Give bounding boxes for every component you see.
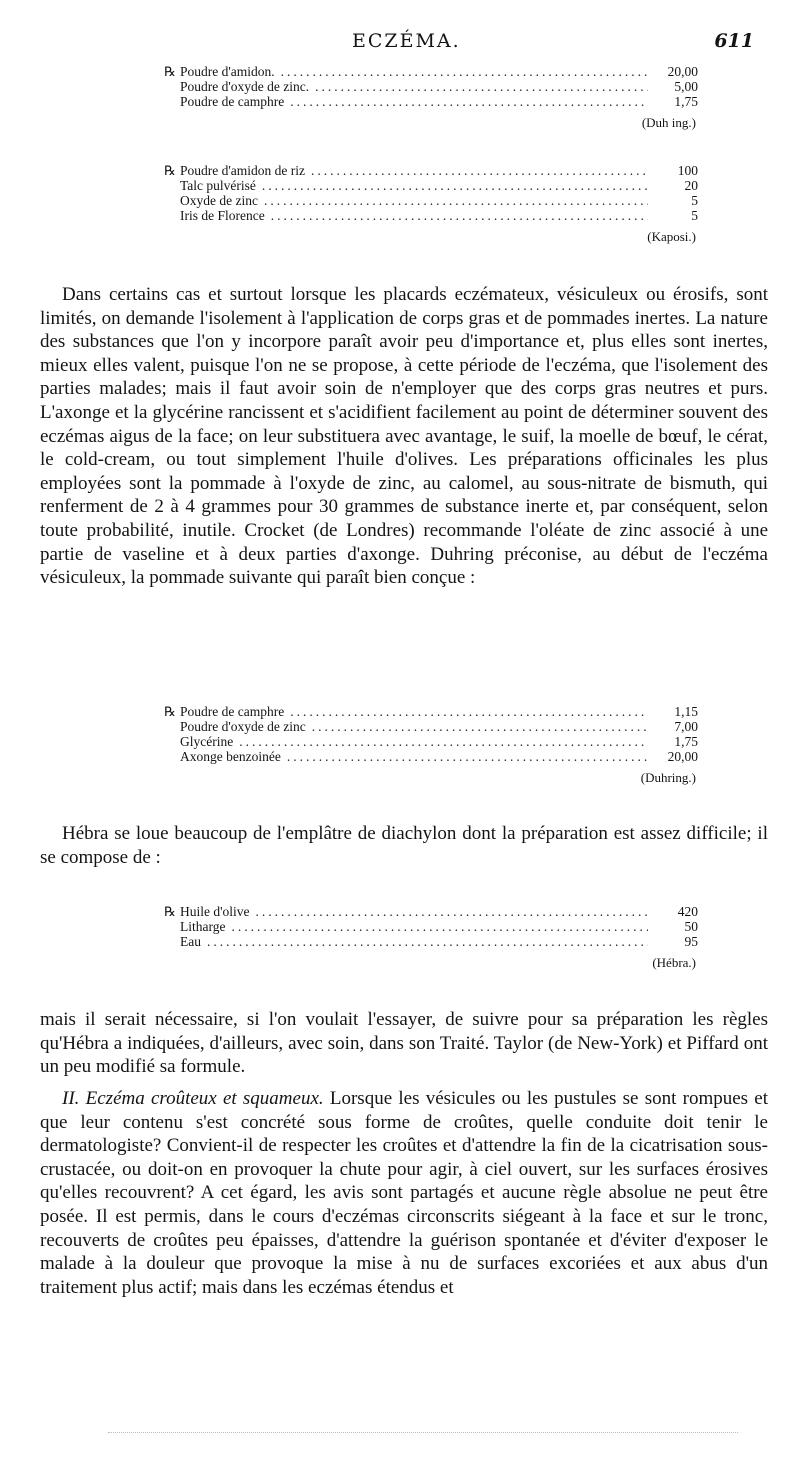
body-paragraph: Hébra se loue beaucoup de l'emplâtre de diachylon dont la préparation est assez difficile; il se compose de :: [40, 823, 768, 868]
leader-dots: [312, 719, 648, 734]
ingredient-quantity: 20: [684, 178, 698, 193]
ingredient-quantity: 7,00: [674, 719, 698, 734]
formula-row: [160, 64, 698, 79]
recipe-mark-icon: ℞: [164, 704, 176, 719]
formula-kaposi-powder: [160, 163, 698, 245]
section-body: Lorsque les vésicules ou les pustules se sont rompues et que leur contenu s'est concrété sous forme de croûtes, quelle conduite doit tenir le dermatologiste? Convient-il de respecter les croûtes et d'attendre la fin de la cicatrisation sous-crustacée, ou doit-on en provoquer la chute pour agir, à ciel ouvert, sur les surfaces érosives qu'elles recouvrent? A cet égard, les avis sont partagés et aucune règle absolue ne peut être posée. Il est permis, dans le cours d'eczémas circonscrits siégeant à la face et sur le tronc, recouverts de croûtes peu épaisses, d'attendre la guérison spontanée et d'éviter d'exposer le malade à la douleur que provoque la mise à nu de surfaces excoriées et aux abus d'un traitement plus actif; mais dans les eczémas étendus et: [40, 1088, 769, 1298]
ingredient-quantity: 1,75: [674, 734, 698, 749]
formula-hebra-plaster: [160, 904, 698, 971]
ingredient-name: Litharge: [180, 919, 226, 934]
formula-row: [160, 94, 698, 109]
formula-row: [160, 919, 698, 934]
ingredient-name: Huile d'olive: [180, 904, 250, 919]
ingredient-name: Poudre d'oxyde de zinc.: [180, 79, 310, 94]
recipe-mark-icon: ℞: [164, 904, 176, 919]
recipe-mark-icon: ℞: [164, 163, 176, 178]
formula-row: [160, 79, 698, 94]
ingredient-quantity: 5: [691, 193, 698, 208]
ingredient-name: Glycérine: [180, 734, 234, 749]
recipe-mark-icon: ℞: [164, 64, 176, 79]
formula-row: [160, 734, 698, 749]
leader-dots: [264, 193, 648, 208]
formula-row: [160, 193, 698, 208]
page-number: 611: [714, 30, 754, 52]
formula-row: [160, 904, 698, 919]
ingredient-name: Eau: [180, 934, 201, 949]
ingredient-name: Poudre d'amidon.: [180, 64, 275, 79]
ingredient-quantity: 20,00: [667, 64, 698, 79]
ingredient-quantity: 1,15: [674, 704, 698, 719]
formula-row: [160, 163, 698, 178]
formula-source: (Kaposi.): [647, 229, 696, 244]
leader-dots: [287, 749, 648, 764]
ingredient-quantity: 20,00: [667, 749, 698, 764]
leader-dots: [290, 94, 648, 109]
leader-dots: [311, 163, 648, 178]
ingredient-quantity: 5: [691, 208, 698, 223]
formula-duhring-ointment: [160, 704, 698, 786]
formula-row: [160, 178, 698, 193]
leader-dots: [281, 64, 648, 79]
formula-row: [160, 208, 698, 223]
ingredient-quantity: 100: [677, 163, 698, 178]
ingredient-name: Oxyde de zinc: [180, 193, 258, 208]
leader-dots: [231, 919, 648, 934]
ingredient-quantity: 95: [684, 934, 698, 949]
ingredient-name: Poudre de camphre: [180, 94, 285, 109]
formula-row: [160, 749, 698, 764]
formula-row: [160, 719, 698, 734]
ingredient-quantity: 420: [677, 904, 698, 919]
leader-dots: [256, 904, 648, 919]
formula-source: (Hébra.): [652, 955, 696, 970]
ingredient-quantity: 5,00: [674, 79, 698, 94]
ingredient-name: Poudre d'amidon de riz: [180, 163, 306, 178]
leader-dots: [262, 178, 648, 193]
formula-source: (Duhring.): [640, 770, 696, 785]
leader-dots: [271, 208, 648, 223]
ingredient-name: Poudre d'oxyde de zinc: [180, 719, 306, 734]
leader-dots: [315, 79, 648, 94]
section-heading: II. Eczéma croûteux et squameux.: [62, 1088, 324, 1109]
leader-dots: [207, 934, 648, 949]
formula-source: (Duh ing.): [641, 115, 696, 130]
body-paragraph: mais il serait nécessaire, si l'on voulait l'essayer, de suivre pour sa préparation les règles qu'Hébra a indiquées, d'ailleurs, avec soin, dans son Traité. Taylor (de New-York) et Piffard ont un peu modifié sa formule.: [40, 1009, 768, 1078]
ingredient-name: Talc pulvérisé: [180, 178, 256, 193]
section-paragraph: [40, 1087, 768, 1299]
leader-dots: [290, 704, 648, 719]
formula-row: [160, 934, 698, 949]
ingredient-quantity: 50: [684, 919, 698, 934]
running-title: ECZÉMA.: [352, 30, 461, 52]
body-paragraph: Dans certains cas et surtout lorsque les placards eczémateux, vésiculeux ou érosifs, sont limités, on demande l'isolement à l'application de corps gras et de pommades inertes. La nature des substances que l'on y incorpore paraît avoir peu d'importance et, plus elles sont inertes, mieux elles valent, puisque l'on ne se propose, à cette période de l'eczéma, que l'isolement des parties malades; mais il faut avoir soin de n'employer que des corps gras neutres et purs. L'axonge et la glycérine rancissent et s'acidifient facilement au point de déterminer souvent des eczémas aigus de la face; on leur substituera avec avantage, le suif, la moelle de bœuf, le cérat, le cold-cream, ou tout simplement l'huile d'olives. Les préparations officinales les plus employées sont la pommade à l'oxyde de zinc, au calomel, au sous-nitrate de bismuth, qui renferment de 2 à 4 grammes pour 30 grammes de substance inerte et, par conséquent, selon toute probabilité, inutile. Crocket (de Londres) recommande l'oléate de zinc associé à une partie de vaseline et à deux parties d'axonge. Duhring préconise, au début de l'eczéma vésiculeux, la pommade suivante qui paraît bien conçue :: [40, 284, 768, 589]
formula-row: [160, 704, 698, 719]
page-header: [0, 30, 800, 58]
ingredient-name: Axonge benzoinée: [180, 749, 281, 764]
ingredient-name: Iris de Florence: [180, 208, 265, 223]
leader-dots: [239, 734, 648, 749]
formula-duhring-powder: [160, 64, 698, 131]
footer-divider: [108, 1432, 738, 1433]
ingredient-name: Poudre de camphre: [180, 704, 285, 719]
ingredient-quantity: 1,75: [674, 94, 698, 109]
